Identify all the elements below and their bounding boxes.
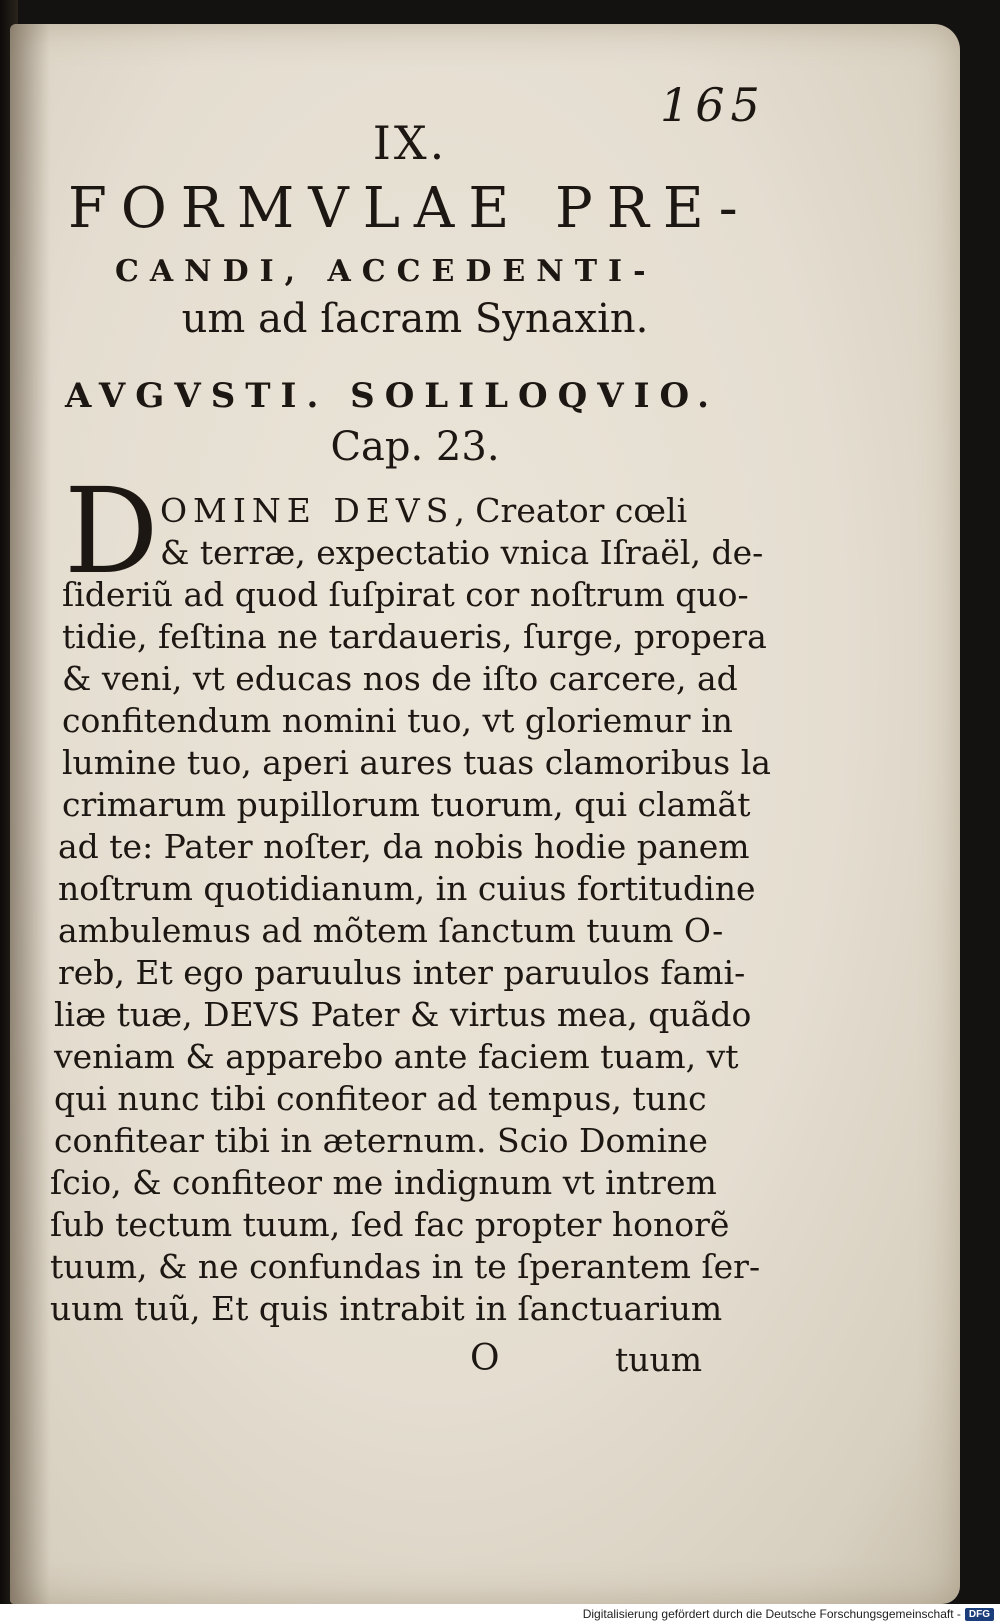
title-line-3: um ad ſacram Synaxin. xyxy=(181,296,649,342)
catchword: tuum xyxy=(615,1340,703,1379)
body-line: ambulemus ad mõtem ſanctum tuum O- xyxy=(58,911,724,950)
body-line: & terræ, expectatio vnica Iſraël, de- xyxy=(160,533,764,572)
body-line: ſub tectum tuum, ſed fac propter honorẽ xyxy=(50,1205,730,1244)
drop-cap: D xyxy=(64,462,159,600)
first-words-smallcaps: OMINE DEVS xyxy=(160,491,455,530)
body-line: & veni, vt educas nos de iſto carcere, ad xyxy=(62,659,738,698)
body-line: qui nunc tibi confiteor ad tempus, tunc xyxy=(54,1079,707,1118)
body-line: tidie, feſtina ne tardaueris, ſurge, propera xyxy=(62,617,767,656)
body-line: reb, Et ego paruulus inter paruulos fami- xyxy=(58,953,746,992)
body-line: confitendum nomini tuo, vt gloriemur in xyxy=(62,701,733,740)
body-line-first xyxy=(160,490,687,532)
source-heading: AVGVSTI. SOLILOQVIO. xyxy=(65,376,720,416)
digitization-footer xyxy=(0,1604,1000,1624)
dfg-logo-badge: DFG xyxy=(965,1608,994,1621)
body-line: confitear tibi in æternum. Scio Domine xyxy=(54,1121,708,1160)
body-line: crimarum pupillorum tuorum, qui clamãt xyxy=(62,785,751,824)
title-line-2: CANDI, ACCEDENTI- xyxy=(115,254,657,289)
page-number: 165 xyxy=(660,78,766,132)
body-line: ad te: Pater noſter, da nobis hodie panem xyxy=(58,827,750,866)
body-line: uum tuũ, Et quis intrabit in ſanctuarium xyxy=(50,1289,723,1328)
first-line-rest: , Creator cœli xyxy=(454,491,688,530)
chapter-number: IX. xyxy=(372,116,448,170)
body-line: liæ tuæ, DEVS Pater & virtus mea, quãdo xyxy=(54,995,752,1034)
source-chapter: Cap. 23. xyxy=(330,424,500,470)
body-line: veniam & apparebo ante faciem tuam, vt xyxy=(54,1037,739,1076)
page-gutter-shadow xyxy=(10,24,50,1604)
body-line: ſcio, & confiteor me indignum vt intrem xyxy=(50,1163,717,1202)
book-page xyxy=(10,24,960,1604)
footer-credit-text: Digitalisierung gefördert durch die Deutsche Forschungsgemeinschaft - xyxy=(582,1607,961,1621)
title-line-1: FORMVLAE PRE- xyxy=(68,176,752,241)
signature-mark: O xyxy=(470,1338,500,1379)
body-line: tuum, & ne confundas in te ſperantem ſer- xyxy=(50,1247,761,1286)
body-line: ſideriũ ad quod ſuſpirat cor noſtrum quo- xyxy=(62,575,749,614)
body-line: lumine tuo, aperi aures tuas clamoribus la xyxy=(62,743,771,782)
body-line: noſtrum quotidianum, in cuius fortitudine xyxy=(58,869,756,908)
